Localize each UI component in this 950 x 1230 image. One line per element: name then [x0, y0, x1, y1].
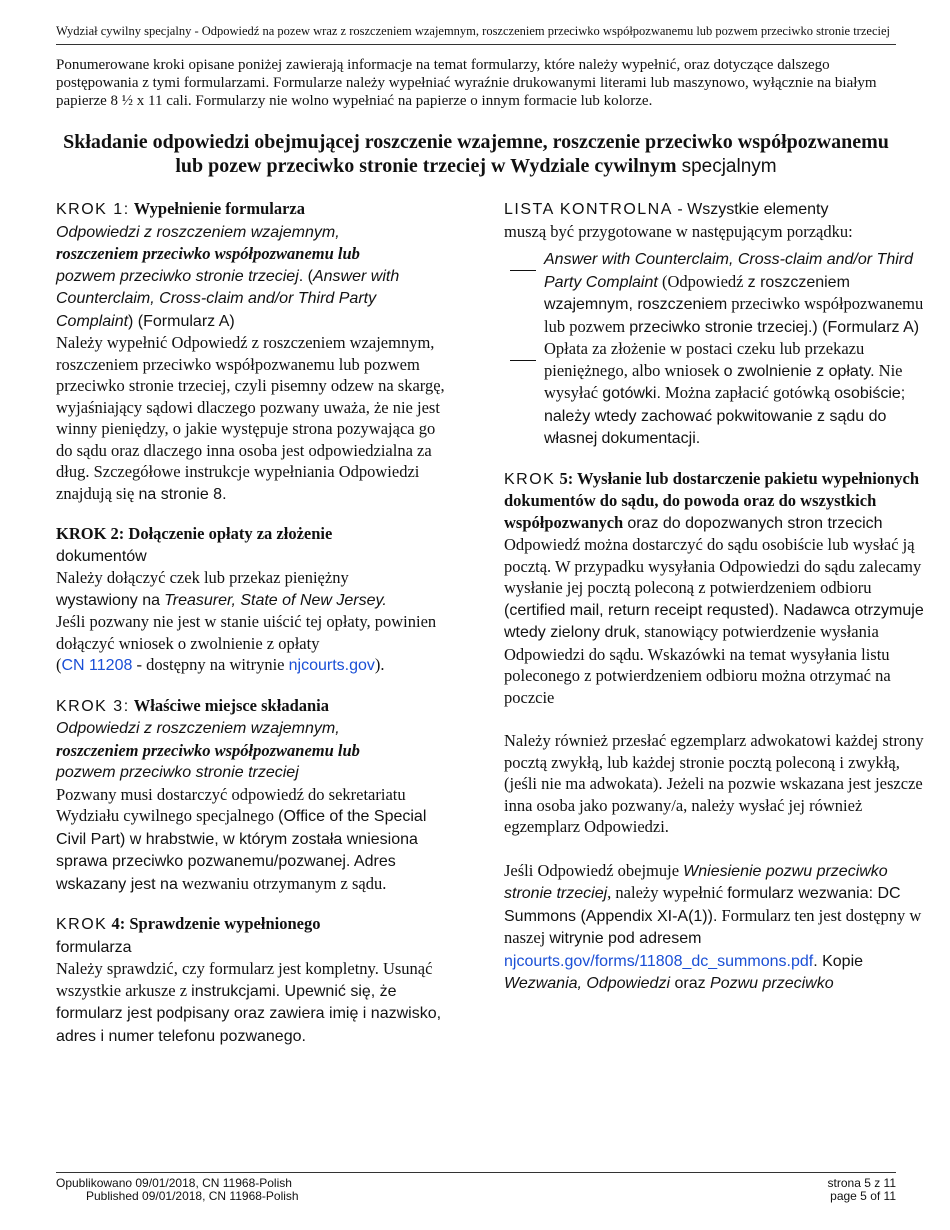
- checklist-item-text: [544, 248, 924, 338]
- checklist-item2-f: osobiście; należy wtedy zachować pokwitowanie z sądu do własnej: [544, 385, 906, 447]
- running-header: Wydział cywilny specjalny - Odpowiedź na pozew wraz z roszczeniem wzajemnym, roszczeniem przeciwko współpozwanemu lub pozwem przeciwko stronie trzeciej: [56, 24, 896, 45]
- checklist-item2-d: gotówki.: [602, 385, 661, 402]
- step-5-paragraph-3: [504, 860, 924, 995]
- step-1-body-b: współpozwanemu lub pozwem przeciwko stronie trzeciej, czyli pisemny odzew na skargę, wyjaśniający sądowi dlaczego pozwany uważa, że nie jest winny pieniędzy, o jakie występuje strona pozywająca go do sądu oraz dlaczego inna osoba jest odpowiedzialna za dług. Szczegółowe instrukcje wypełniania Odpowiedzi znajdują się: [56, 354, 445, 503]
- checklist-item1-d: przeciwko stronie trzeciej.) (Formularz A): [629, 318, 920, 336]
- footer-page-pl: strona 5 z 11: [827, 1176, 896, 1190]
- step-1-form-name-c: pozwem przeciwko stronie trzeciej: [56, 267, 299, 285]
- checklist-item2-a: Opłata za złożenie w postaci czeku lub przekazu pieniężnego, albo wniosek: [544, 339, 865, 380]
- step-3-label: KROK 3:: [56, 697, 130, 715]
- left-column: [56, 198, 451, 1065]
- step-1-paren-open: . (: [298, 267, 313, 285]
- step-2-paren-open: (: [56, 655, 62, 674]
- checklist: [504, 198, 924, 450]
- step-1-english-name: Answer with Counterclaim, Cross-claim and/or Third Party Complaint: [56, 267, 400, 330]
- step-5-p1-a: Odpowiedź można dostarczyć do sądu osobiście lub wysłać ją pocztą. W przypadku wysyłania Odpowiedzi do sądu zalecamy wysłanie jej pocztą poleconą z potwierdzeniem odbioru: [504, 535, 922, 597]
- step-5-p3-a: Jeśli Odpowiedź obejmuje: [504, 860, 680, 880]
- footer-published: [56, 1177, 299, 1203]
- step-5-label: KROK: [504, 470, 556, 488]
- step-4-heading: 4: Sprawdzenie wypełnionego: [111, 914, 321, 933]
- intro-paragraph: Ponumerowane kroki opisane poniżej zawierają informacje na temat formularzy, które należy wypełnić, oraz dotyczące dalszego postępowania z tymi formularzami. Formularze należy wypełniać wyraźnie drukowanymi literami lub maszynowo, wyłącznie na białym papierze 8 ½ x 11 cali. Formularzy nie wolno wypełniać na papierze o innym formacie lub kolorze.: [56, 57, 877, 109]
- checklist-label: LISTA KONTROLNA: [504, 201, 673, 218]
- step-1-form-ref: ) (Formularz A): [128, 312, 235, 330]
- step-4-label: KROK: [56, 916, 108, 933]
- title-main: Składanie odpowiedzi obejmującej roszczenie wzajemne, roszczenie przeciwko współpozwanemu lub pozew przeciwko stronie trzeciej w Wydziale cywilnym: [63, 131, 889, 177]
- step-2-heading-tail: dokumentów: [56, 547, 147, 565]
- step-5-p3-i: Pozwu przeciwko: [710, 975, 834, 992]
- checklist-item-text: [544, 338, 924, 450]
- step-2-body-c: Jeśli pozwany nie jest w stanie uiścić tej opłaty, powinien dołączyć wniosek o zwolnienie z opłaty: [56, 612, 437, 653]
- step-1-label: KROK 1:: [56, 201, 130, 218]
- checklist-item1-english: Answer with Counterclaim, Cross-claim and/or Third Party Complaint: [544, 251, 913, 291]
- step-5-p3-f: . Kopie: [813, 952, 864, 970]
- page-title: [56, 130, 896, 179]
- step-3-heading: Właściwe miejsce składania: [133, 695, 330, 715]
- step-3-form-name-b: roszczeniem przeciwko współpozwanemu lub: [56, 740, 360, 760]
- checklist-item2-b: o zwolnienie z opłaty.: [723, 362, 875, 380]
- step-5-p3-h: oraz: [670, 975, 711, 992]
- step-1-form-name-b: roszczeniem przeciwko współpozwanemu lub: [56, 244, 360, 263]
- step-1-heading: Wypełnienie formularza: [133, 199, 306, 218]
- step-4-body-a: Należy sprawdzić, czy formularz jest kompletny. Usunąć wszystkie arkusze z: [56, 959, 433, 1000]
- step-2: [56, 523, 451, 677]
- footer-published-en: Published 09/01/2018, CN 11968-Polish: [86, 1189, 299, 1203]
- step-1: [56, 198, 451, 505]
- step-5-p3-c: formularz wezwania: DC Summons (Appendix XI-A(1)).: [504, 885, 901, 925]
- step-3-body-a: Pozwany musi dostarczyć odpowiedź do sekretariatu Wydziału cywilnego specjalnego: [56, 784, 406, 825]
- step-5-p1-c: stanowiący potwierdzenie wysłania Odpowiedzi do sądu. Wskazówki na temat wysyłania listu poleconego z potwierdzeniem odbioru można otrzymać na poczcie: [504, 622, 891, 707]
- page-footer: [56, 1172, 896, 1203]
- checklist-item1-c: przeciwko współpozwanemu lub pozwem: [544, 294, 924, 336]
- step-4: [56, 913, 451, 1047]
- step-5-heading-tail: oraz do dopozwanych stron trzecich: [627, 514, 883, 532]
- step-3-body-c: wezwaniu otrzymanym z sądu.: [181, 873, 387, 893]
- step-2-body-b: wystawiony na: [56, 591, 161, 609]
- dc-summons-link[interactable]: njcourts.gov/forms/11808_dc_summons.pdf: [504, 952, 814, 970]
- step-2-body-a: Należy dołączyć czek lub przekaz pieniężny: [56, 568, 349, 587]
- checklist-intro-a: - Wszystkie elementy: [672, 201, 829, 218]
- step-5-p3-g: Wezwania, Odpowiedzi: [504, 975, 671, 992]
- step-5-p1-b: (certified mail, return receipt requsted). Nadawca otrzymuje wtedy zielony druk,: [504, 601, 924, 641]
- checkbox-line[interactable]: [504, 338, 544, 450]
- checklist-item-fee: [504, 338, 924, 450]
- checklist-item2-c: Nie wysyłać: [544, 360, 903, 402]
- step-5-heading: 5: Wysłanie lub dostarczenie pakietu wypełnionych dokumentów do sądu, do powoda oraz do wszystkich współpozwanych: [504, 468, 919, 532]
- step-4-body-b: instrukcjami. Upewnić się, że formularz jest podpisany oraz zawiera imię i nazwisko, adres i numer telefonu pozwanego.: [56, 982, 442, 1045]
- footer-page-en: page 5 of 11: [830, 1189, 896, 1203]
- checkbox-line[interactable]: [504, 248, 544, 338]
- step-1-form-name-a: Odpowiedzi z roszczeniem wzajemnym,: [56, 223, 340, 241]
- step-5-p3-b: , należy wypełnić: [607, 883, 724, 902]
- step-2-paren-close: ).: [374, 655, 385, 674]
- step-2-heading: KROK 2: Dołączenie opłaty za złożenie: [56, 524, 333, 543]
- step-4-heading-tail: formularza: [56, 938, 132, 956]
- step-5-p3-e: witrynie pod adresem: [549, 930, 702, 947]
- checklist-item2-g: dokumentacji.: [601, 430, 701, 447]
- right-column: [504, 198, 924, 1013]
- checklist-item-answer: [504, 248, 924, 338]
- step-5-p3-d: Formularz ten jest dostępny w naszej: [504, 905, 922, 947]
- step-1-body-c: na stronie 8.: [138, 485, 227, 503]
- step-5: [504, 468, 924, 709]
- checklist-item2-e: Można zapłacić gotówką: [660, 383, 830, 402]
- step-5-paragraph-2: Należy również przesłać egzemplarz adwokatowi każdej strony pocztą zwykłą, lub każdej stronie pocztą poleconą i zwykłą, (jeśli nie ma adwokata). Jeżeli na pozwie wskazana jest jeszcze inna osoba jako pozwany/a, należy wysłać jej również egzemplarz Odpowiedzi.: [504, 731, 924, 836]
- step-3-body-b: (Office of the Special Civil Part) w hrabstwie, w którym została wniesiona sprawa przeciwko pozwanemu/pozwanej. Adres wskazany jest na: [56, 808, 427, 893]
- step-2-payee: Treasurer, State of New Jersey.: [164, 591, 387, 609]
- step-5-p3-italic: Wniesienie pozwu przeciwko stronie trzeciej: [504, 862, 888, 902]
- checklist-item1-a: (Odpowiedź: [657, 271, 744, 291]
- step-3-form-name-c: pozwem przeciwko stronie trzeciej: [56, 764, 299, 781]
- step-3-form-name-a: Odpowiedzi z roszczeniem wzajemnym,: [56, 720, 340, 737]
- njcourts-link[interactable]: njcourts.gov: [288, 657, 375, 674]
- cn-11208-link[interactable]: CN 11208: [61, 657, 133, 674]
- footer-page-number: [828, 1177, 896, 1203]
- step-1-body-a: Należy wypełnić Odpowiedź z roszczeniem wzajemnym, roszczeniem przeciwko: [56, 333, 435, 374]
- title-tail: specjalnym: [681, 156, 777, 177]
- checklist-item1-b: z roszczeniem wzajemnym, roszczeniem: [544, 273, 850, 313]
- step-3: [56, 695, 451, 896]
- checklist-intro-b: muszą być przygotowane w następującym porządku:: [504, 221, 853, 241]
- footer-published-pl: Opublikowano 09/01/2018, CN 11968-Polish: [56, 1176, 292, 1190]
- step-2-available: - dostępny na witrynie: [132, 655, 289, 674]
